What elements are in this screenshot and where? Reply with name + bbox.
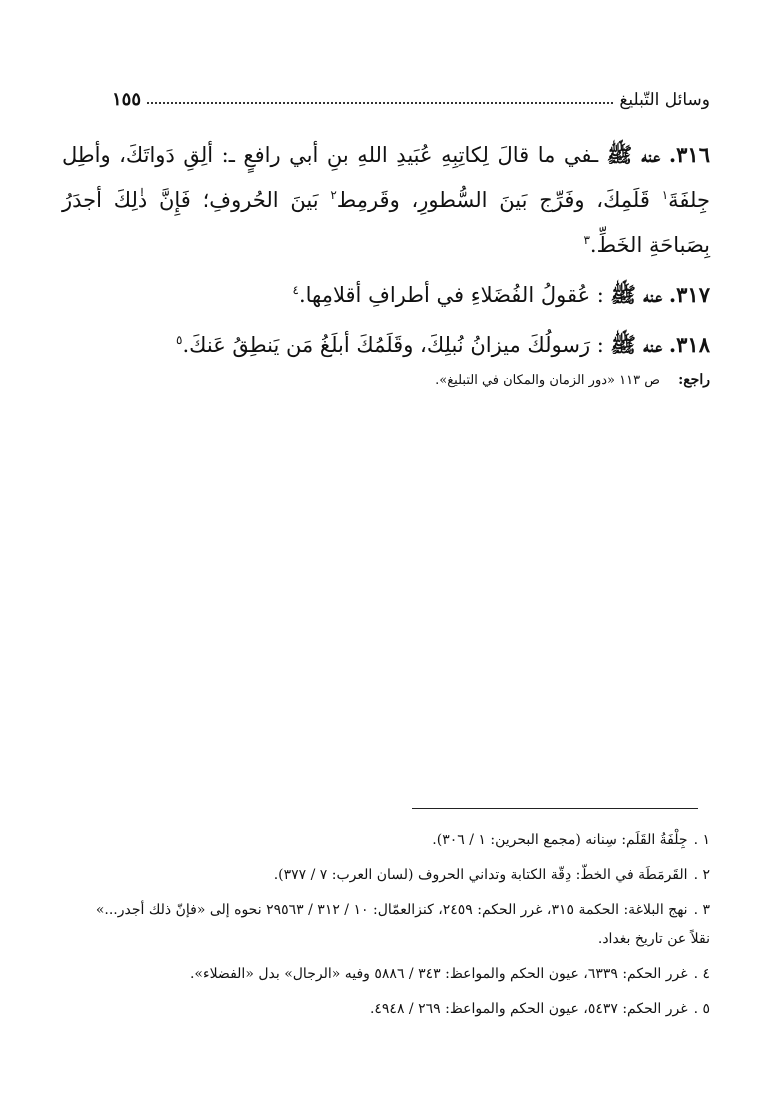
footnote-2 bbox=[90, 861, 710, 890]
footnote-ref[interactable]: ٢ bbox=[330, 188, 337, 202]
running-header bbox=[112, 82, 710, 110]
entry-text: قَلَمِكَ، وفَرِّج بَينَ السُّطورِ، وقَرمِط bbox=[336, 188, 650, 212]
hadith-entry-318 bbox=[62, 322, 710, 368]
footnote-divider bbox=[412, 808, 698, 809]
footnote-5 bbox=[90, 995, 710, 1024]
footnote-ref[interactable]: ٤ bbox=[292, 283, 299, 297]
entry-text: ـفي ما قالَ لِكاتِبِهِ عُبَيدِ اللهِ بنِ أبي رافعٍ ـ: ألِقِ دَواتَكَ، وأطِل جِلفَةَ bbox=[62, 143, 710, 212]
footnote-1 bbox=[90, 826, 710, 855]
see-also-label: راجع: bbox=[678, 372, 710, 388]
entry-attribution: عنه ﷺ bbox=[606, 142, 661, 167]
entry-number: ٣١٨. bbox=[668, 332, 710, 357]
footnote-ref[interactable]: ١ bbox=[661, 188, 669, 202]
footnote-number: ٣ . bbox=[693, 902, 710, 918]
entry-attribution: عنه ﷺ bbox=[610, 332, 663, 357]
footnote-number: ٥ . bbox=[693, 1001, 710, 1017]
hadith-entry-317 bbox=[62, 272, 710, 318]
footnotes bbox=[90, 826, 710, 1030]
hadith-entry-316 bbox=[62, 132, 710, 268]
footnote-text: نهج البلاغة: الحكمة ٣١٥، غرر الحكم: ٢٤٥٩، كنزالعمّال: ١٠ / ٣١٢ / ٢٩٥٦٣ نحوه إلى «فإنّ ذلك أجدر...» نقلاً عن تاريخ بغداد. bbox=[95, 902, 710, 947]
main-text bbox=[62, 132, 710, 388]
entry-number: ٣١٧. bbox=[668, 282, 710, 307]
entry-attribution: عنه ﷺ bbox=[610, 282, 663, 307]
entry-text: : رَسولُكَ ميزانُ نُبلِكَ، وقَلَمُكَ أبلَغُ مَن يَنطِقُ عَنكَ. bbox=[182, 333, 604, 357]
entry-text: : عُقولُ الفُضَلاءِ في أطرافِ أقلامِها. bbox=[298, 283, 604, 307]
footnote-ref[interactable]: ٥ bbox=[176, 333, 183, 347]
footnote-number: ٢ . bbox=[693, 867, 710, 883]
footnote-3 bbox=[90, 896, 710, 954]
see-also-text: ص ١١٣ «دور الزمان والمكان في التبليغ». bbox=[435, 373, 660, 388]
footnote-text: غرر الحكم: ٦٣٣٩، عيون الحكم والمواعظ: ٣٤٣ / ٥٨٨٦ وفيه «الرجال» بدل «الفضلاء». bbox=[189, 966, 688, 982]
page-number: ١٥٥ bbox=[112, 89, 142, 110]
footnote-4 bbox=[90, 960, 710, 989]
footnote-ref[interactable]: ٣ bbox=[583, 233, 590, 247]
footnote-number: ١ . bbox=[693, 832, 710, 848]
dotted-leader bbox=[147, 102, 613, 104]
entry-number: ٣١٦. bbox=[668, 142, 710, 167]
entry-text: بَينَ الحُروفِ؛ فَإِنَّ ذٰلِكَ أجدَرُ بِصَباحَةِ الخَطِّ. bbox=[62, 188, 710, 257]
footnote-text: القَرمَطَة في الخطّ: دِقّة الكتابة وتداني الحروف (لسان العرب: ٧ / ٣٧٧). bbox=[273, 867, 688, 883]
running-title: وسائل التّبليغ bbox=[619, 90, 710, 110]
footnote-text: جِلْفَةُ القَلَم: سِنانه (مجمع البحرين: ١ / ٣٠٦). bbox=[432, 832, 688, 848]
footnote-text: غرر الحكم: ٥٤٣٧، عيون الحكم والمواعظ: ٢٦٩ / ٤٩٤٨. bbox=[369, 1001, 688, 1017]
see-also-note bbox=[62, 372, 710, 388]
footnote-number: ٤ . bbox=[693, 966, 710, 982]
